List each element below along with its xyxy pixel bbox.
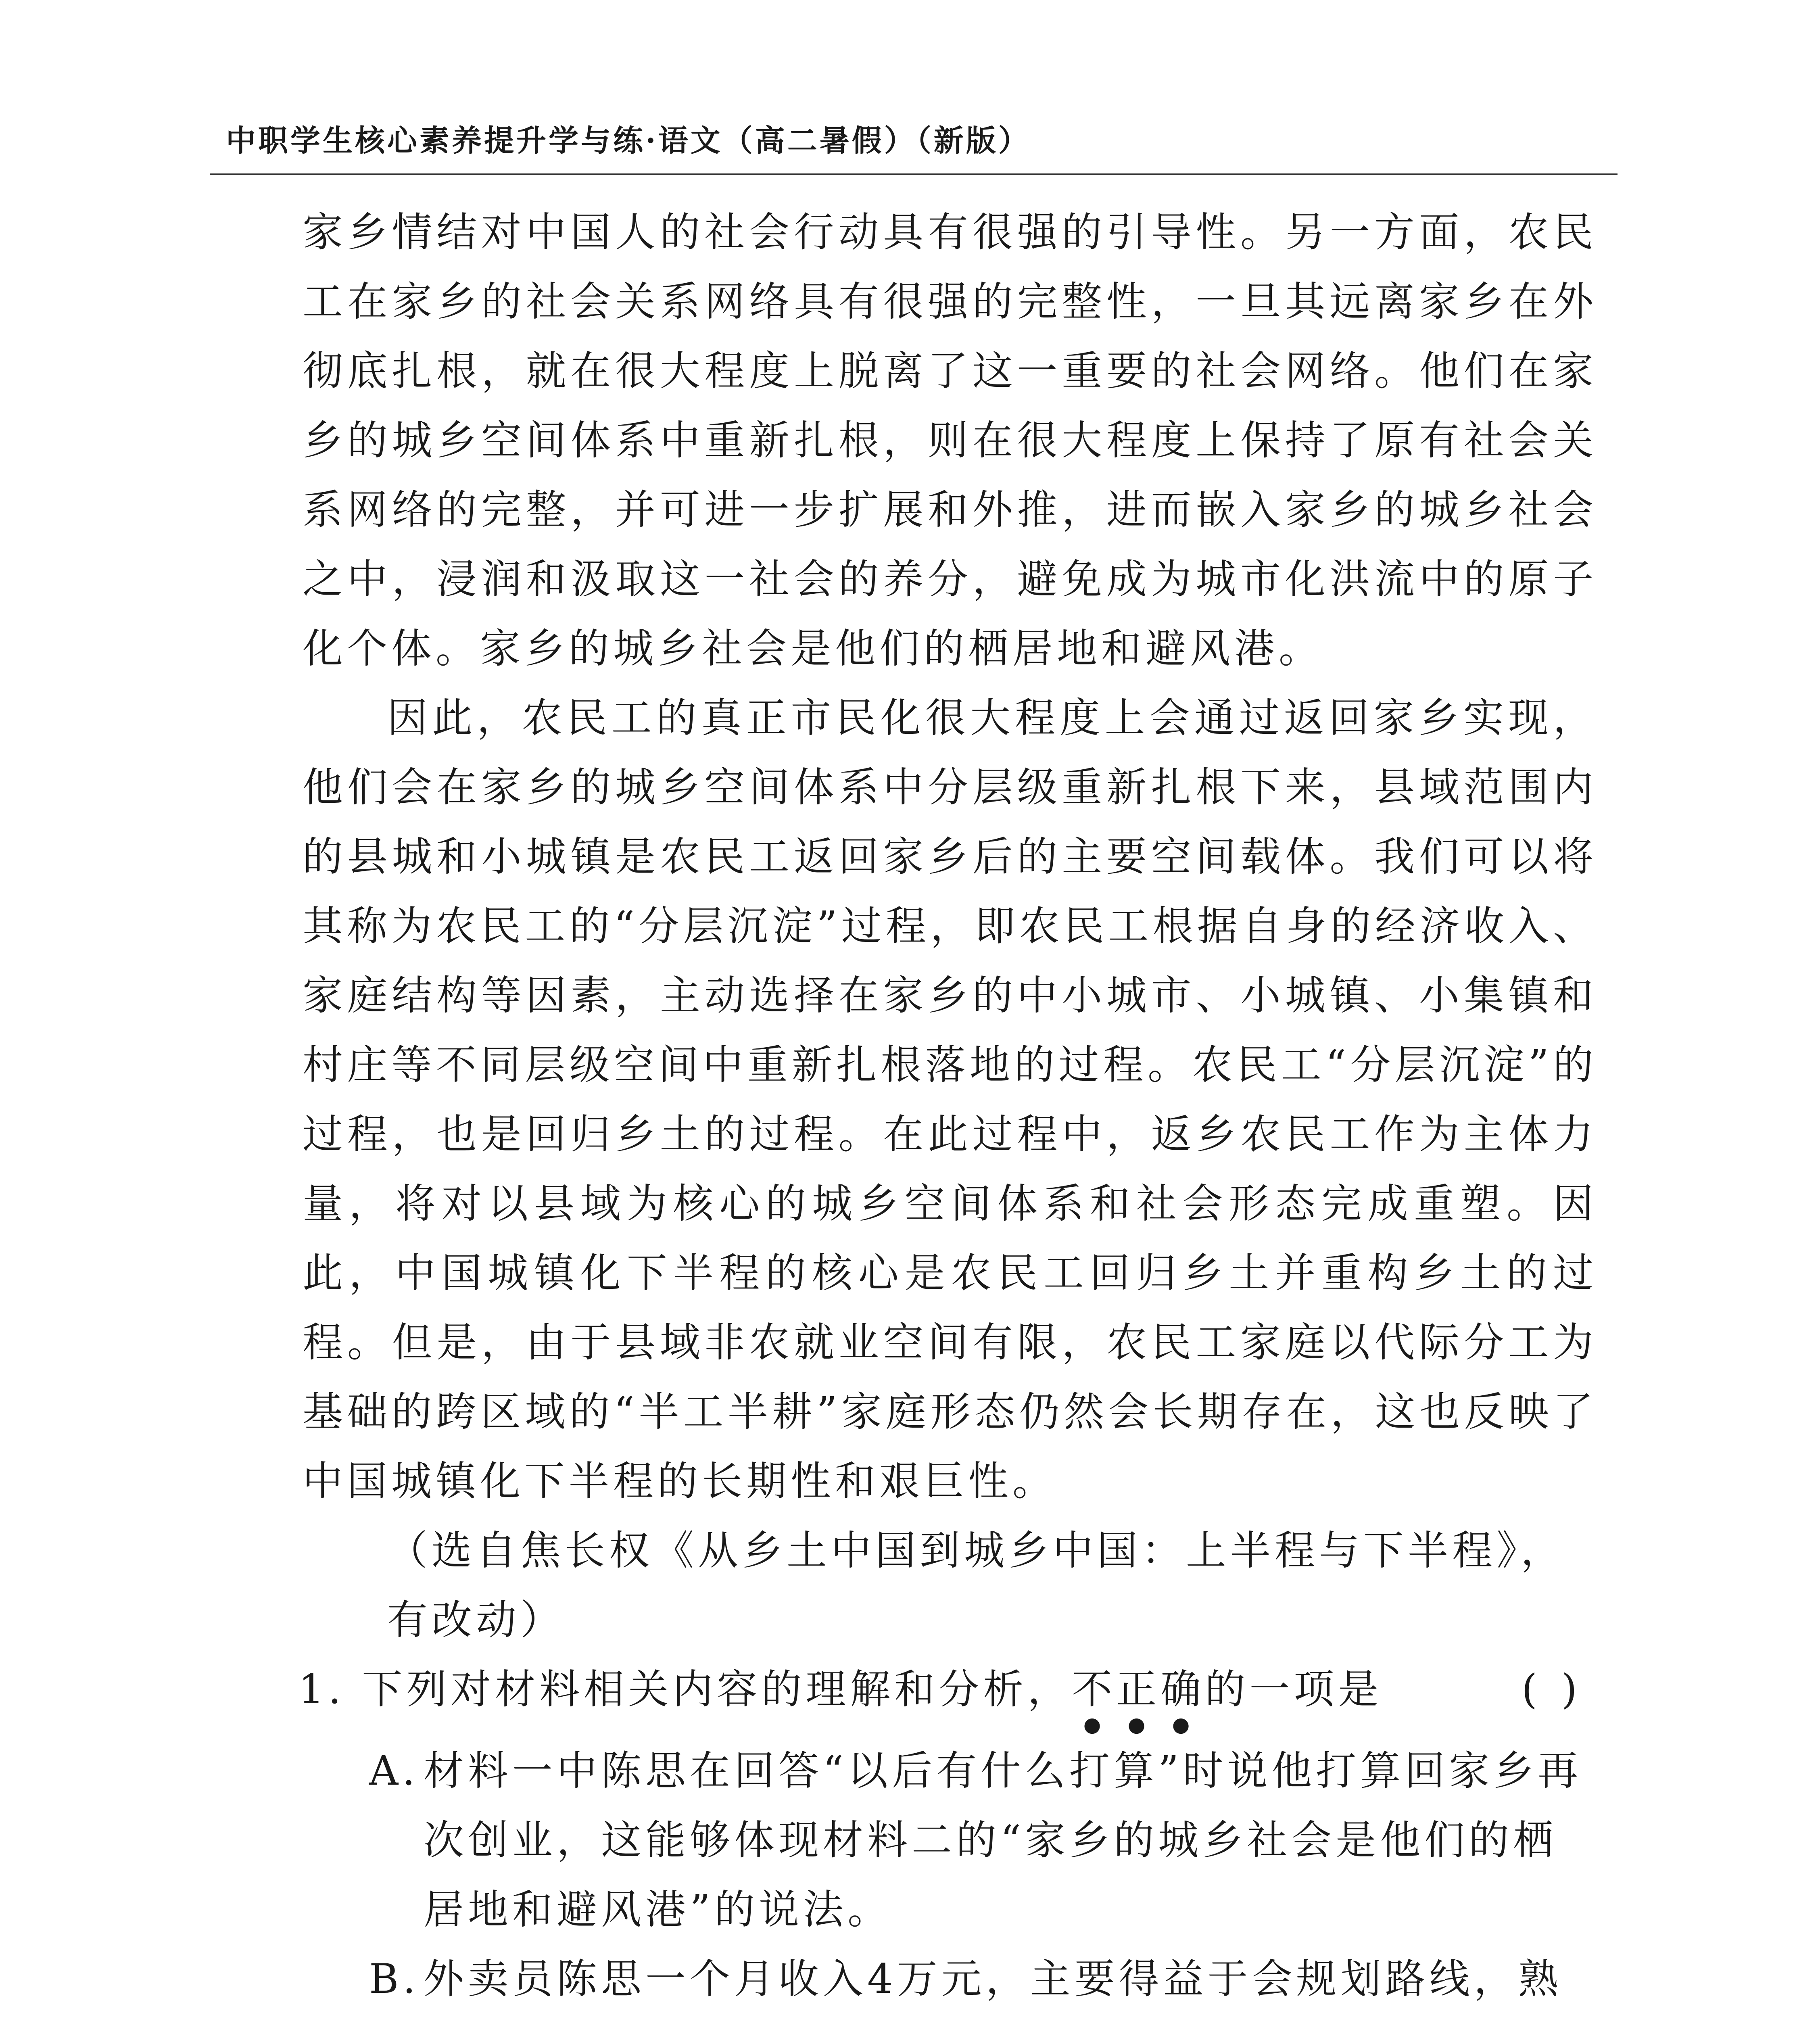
- page-body: [298, 198, 1601, 2017]
- option-a: [303, 1736, 1597, 1944]
- option-label: B.: [369, 1955, 420, 2002]
- passage-paragraph: 家乡情结对中国人的社会行动具有很强的引导性。另一方面，农民工在家乡的社会关系网络具有很强的完整性，一旦其远离家乡在外彻底扎根，就在很大程度上脱离了这一重要的社会网络。他们在家乡的城乡空间体系中重新扎根，则在很大程度上保持了原有社会关系网络的完整，并可进一步扩展和外推，进而嵌入家乡的城乡社会之中，浸润和汲取这一社会的养分，避免成为城市化洪流中的原子化个体。家乡的城乡社会是他们的栖居地和避风港。: [303, 209, 1597, 672]
- option-b: [303, 1944, 1597, 2017]
- question-1: [298, 1655, 1601, 1736]
- option-text: 外卖员陈思一个月收入4万元，主要得益于会规划路线，熟: [424, 1955, 1563, 2002]
- passage-paragraph: 因此，农民工的真正市民化很大程度上会通过返回家乡实现，他们会在家乡的城乡空间体系中分层级重新扎根下来，县域范围内的县城和小城镇是农民工返回家乡后的主要空间载体。我们可以将其称为农民工的“分层沉淀”过程，即农民工根据自身的经济收入、家庭结构等因素，主动选择在家乡的中小城市、小城镇、小集镇和村庄等不同层级空间中重新扎根落地的过程。农民工“分层沉淀”的过程，也是回归乡土的过程。在此过程中，返乡农民工作为主体力量，将对以县域为核心的城乡空间体系和社会形态完成重塑。因此，中国城镇化下半程的核心是农民工回归乡土并重构乡土的过程。但是，由于县域非农就业空间有限，农民工家庭以代际分工为基础的跨区域的“半工半耕”家庭形态仍然会长期存在，这也反映了中国城镇化下半程的长期性和艰巨性。: [303, 694, 1597, 1505]
- answer-parentheses: (): [1521, 1666, 1601, 1713]
- question-stem: 下列对材料相关内容的理解和分析，: [362, 1666, 1072, 1713]
- header-divider: [210, 173, 1618, 175]
- option-text: 材料一中陈思在回答“以后有什么打算”时说他打算回家乡再次创业，这能够体现材料二的“家乡的城乡社会是他们的栖居地和避风港”的说法。: [424, 1747, 1582, 1933]
- option-label: A.: [369, 1747, 420, 1794]
- question-stem: 的一项是: [1205, 1666, 1383, 1713]
- running-header: 中职学生核心素养提升学与练·语文（高二暑假）（新版）: [226, 123, 1031, 158]
- question-number: 1.: [298, 1666, 345, 1713]
- question-stem-emphasis: 不正确: [1072, 1666, 1205, 1713]
- passage-source: （选自焦长权《从乡土中国到城乡中国：上半程与下半程》，有改动）: [387, 1527, 1565, 1643]
